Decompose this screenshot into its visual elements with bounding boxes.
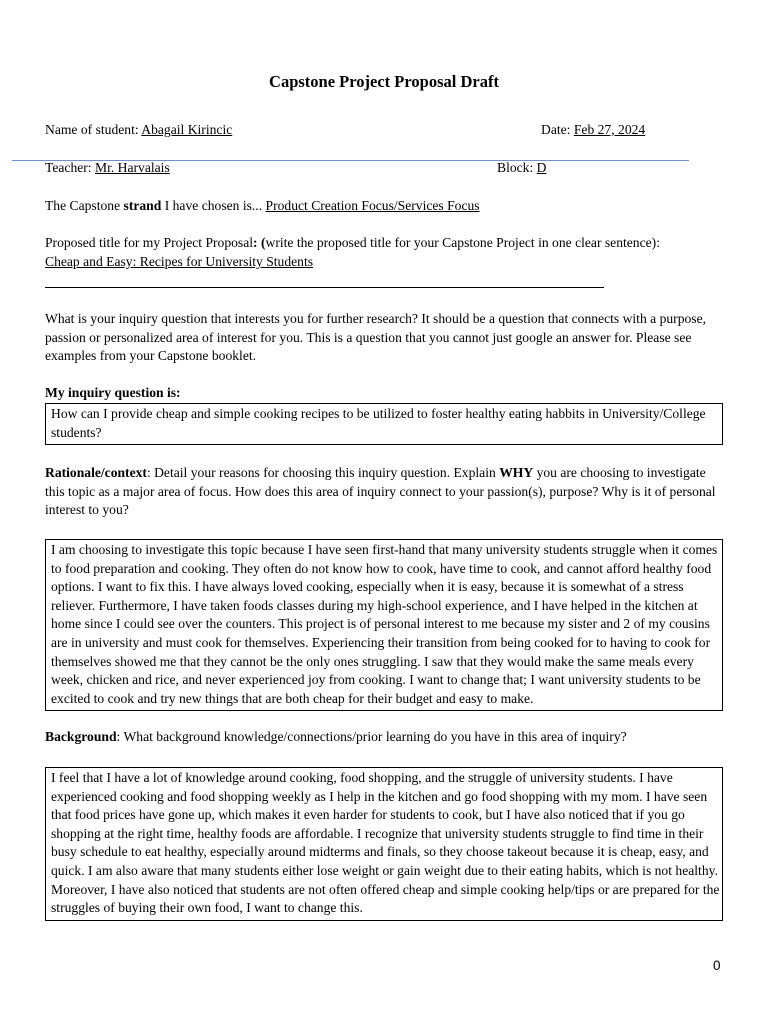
- rationale-prompt-a: : Detail your reasons for choosing this inquiry question. Explain: [146, 465, 500, 480]
- document-title: Capstone Project Proposal Draft: [269, 72, 499, 91]
- date-row: [541, 122, 645, 138]
- background-prompt-text: : What background knowledge/connections/prior learning do you have in this area of inquiry?: [116, 729, 627, 744]
- block-label: Block:: [497, 160, 537, 175]
- block-value: D: [536, 160, 547, 175]
- rationale-prompt: [45, 464, 720, 520]
- strand-prefix: The Capstone: [45, 198, 124, 213]
- page-number: 0: [713, 958, 721, 973]
- teacher-label: Teacher:: [45, 160, 95, 175]
- background-heading: Background: [45, 729, 117, 744]
- teacher-value: Mr. Harvalais: [95, 160, 170, 175]
- date-label: Date:: [541, 122, 574, 137]
- date-value: Feb 27, 2024: [573, 122, 646, 137]
- proposed-title-label: Proposed title for my Project Proposal: [45, 235, 254, 250]
- strand-value: Product Creation Focus/Services Focus: [265, 198, 480, 213]
- background-prompt: [45, 729, 627, 745]
- student-name-value: Abagail Kirincic: [141, 122, 233, 137]
- title-rule: [45, 287, 604, 288]
- strand-middle: I have chosen is...: [161, 198, 266, 213]
- rationale-why: WHY: [499, 465, 534, 480]
- student-name-label: Name of student:: [45, 122, 142, 137]
- inquiry-heading: [45, 385, 181, 401]
- inquiry-prompt: What is your inquiry question that interests you for further research? It should be a question that connects with a purpose, passion or personalized area of interest for you. This is a question that you cannot just google an answer for. Please see examples from your Capstone booklet.: [45, 311, 707, 364]
- inquiry-answer-box: How can I provide cheap and simple cooking recipes to be utilized to foster healthy eating habbits in University/College students?: [45, 403, 723, 445]
- proposed-title-prompt: [45, 235, 660, 251]
- proposed-title-instruction: write the proposed title for your Capstone Project in one clear sentence):: [265, 235, 660, 250]
- block-row: [497, 160, 546, 176]
- proposed-title-value: Cheap and Easy: Recipes for University Students: [45, 254, 314, 269]
- strand-row: [45, 198, 480, 214]
- teacher-row: [45, 160, 170, 176]
- rationale-heading: Rationale/context: [45, 465, 147, 480]
- proposed-title-bold: : (: [253, 235, 266, 250]
- inquiry-heading-text: My inquiry question is:: [45, 385, 181, 400]
- proposed-title-row: [45, 254, 313, 270]
- rationale-prompt-b: you are choosing to investigate this topic as a major area of focus. How does this area of inquiry connect to your passion(s), purpose? Why is it of personal interest to you?: [45, 465, 716, 518]
- background-answer-box: I feel that I have a lot of knowledge around cooking, food shopping, and the struggle of university students. I have experienced cooking and food shopping weekly as I help in the kitchen and go food shopping with my mom. I have seen that food prices have gone up, which makes it even harder for students to cook, but I have also noticed that if you go shopping at the right time, healthy foods are affordable. I recognize that university students struggle to find time in their busy schedule to eat healthy, especially around midterms and finals, so they choose takeout because it is cheap, easy, and quick. I am also aware that many students either lose weight or gain weight due to their eating habits, which is not healthy. Moreover, I have also noticed that students are not often offered cheap and simple cooking help/tips or are prepared for the struggles of buying their own food, I want to change this.: [45, 767, 723, 921]
- student-name-row: [45, 122, 232, 138]
- strand-bold: strand: [123, 198, 162, 213]
- rationale-answer-box: I am choosing to investigate this topic because I have seen first-hand that many university students struggle when it comes to food preparation and cooking. They often do not know how to cook, have time to cook, and cannot afford healthy food options. I want to fix this. I have always loved cooking, especially when it is easy, because it is somewhat of a stress reliever. Furthermore, I have taken foods classes during my high-school experience, and I have helped in the kitchen at home since I could see over the counters. This project is of personal interest to me because my sister and 2 of my cousins are in university and must cook for themselves. Experiencing their transition from being cooked for to having to cook for themselves showed me that they cannot be the only ones struggling. I saw that they would make the same meals every week, chicken and rice, and never experienced joy from cooking. I want to change that; I want university students to be excited to cook and try new things that are both cheap for their budget and easy to make.: [45, 539, 723, 711]
